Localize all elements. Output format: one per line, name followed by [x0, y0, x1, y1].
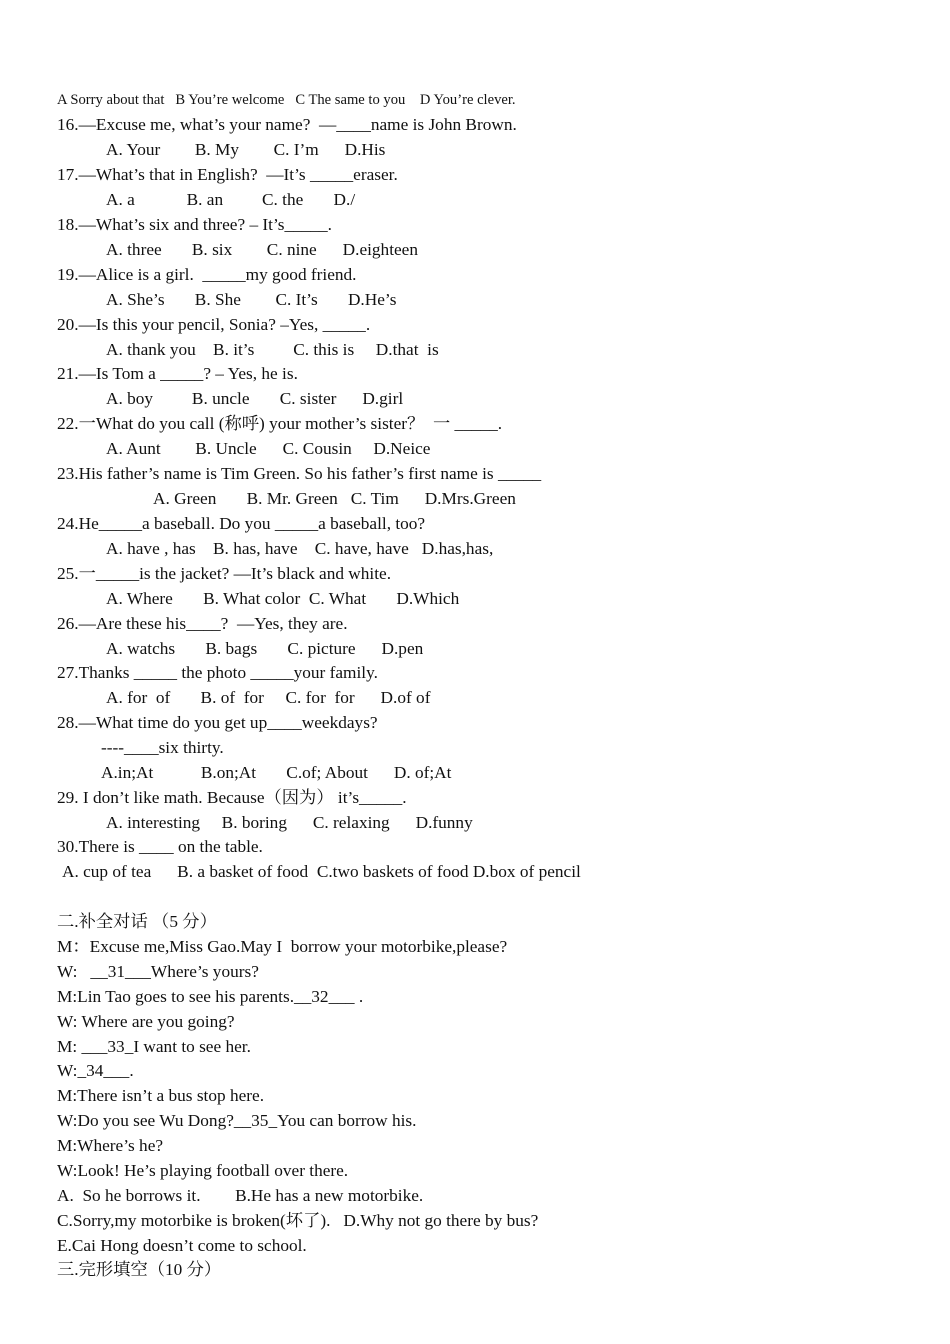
q16-options: A. Your B. My C. I’m D.His [106, 140, 386, 159]
q21-stem: 21.—Is Tom a _____? – Yes, he is. [57, 364, 298, 383]
q16-stem: 16.—Excuse me, what’s your name? —____name is John Brown. [57, 115, 517, 134]
q26-stem: 26.—Are these his____? —Yes, they are. [57, 614, 348, 633]
q28-stem: 28.—What time do you get up____weekdays? [57, 713, 378, 732]
q29-stem: 29. I don’t like math. Because（因为） it’s_____. [57, 788, 407, 807]
q30-stem: 30.There is ____ on the table. [57, 837, 263, 856]
q27-stem: 27.Thanks _____ the photo _____your family. [57, 663, 378, 682]
dialog-line: M:There isn’t a bus stop here. [57, 1086, 265, 1105]
q28-options: A.in;At B.on;At C.of; About D. of;At [101, 763, 452, 782]
q21-options: A. boy B. uncle C. sister D.girl [106, 389, 404, 408]
q23-options: A. Green B. Mr. Green C. Tim D.Mrs.Green [153, 489, 516, 508]
dialog-line: W:_34___. [57, 1061, 134, 1080]
answer-choices-ab: A. So he borrows it. B.He has a new motorbike. [57, 1186, 424, 1205]
q29-options: A. interesting B. boring C. relaxing D.funny [106, 813, 473, 832]
answer-choice-e: E.Cai Hong doesn’t come to school. [57, 1236, 307, 1255]
dialog-line: M: ___33_I want to see her. [57, 1037, 251, 1056]
q25-options: A. Where B. What color C. What D.Which [106, 589, 460, 608]
q17-stem: 17.—What’s that in English? —It’s _____eraser. [57, 165, 398, 184]
q24-options: A. have , has B. has, have C. have, have D.has,has, [106, 539, 494, 558]
q19-options: A. She’s B. She C. It’s D.He’s [106, 290, 397, 309]
q25-stem: 25.一_____is the jacket? —It’s black and white. [57, 564, 392, 583]
q17-options: A. a B. an C. the D./ [106, 190, 356, 209]
q24-stem: 24.He_____a baseball. Do you _____a baseball, too? [57, 514, 426, 533]
q22-options: A. Aunt B. Uncle C. Cousin D.Neice [106, 439, 431, 458]
dialog-line: W:Do you see Wu Dong?__35_You can borrow his. [57, 1111, 417, 1130]
q20-stem: 20.—Is this your pencil, Sonia? –Yes, _____. [57, 315, 371, 334]
q26-options: A. watchs B. bags C. picture D.pen [106, 639, 424, 658]
dialog-line: M:Lin Tao goes to see his parents.__32___ . [57, 987, 364, 1006]
q19-stem: 19.—Alice is a girl. _____my good friend. [57, 265, 357, 284]
q28-answer-line: ----____six thirty. [101, 738, 224, 757]
q18-options: A. three B. six C. nine D.eighteen [106, 240, 418, 259]
section2-title: 二.补全对话 （5 分） [57, 912, 217, 931]
q23-stem: 23.His father’s name is Tim Green. So his father’s first name is _____ [57, 464, 542, 483]
q27-options: A. for of B. of for C. for for D.of of [106, 688, 431, 707]
q22-stem: 22.一What do you call (称呼) your mother’s sister？ 一 _____. [57, 414, 503, 433]
dialog-line: M:Where’s he? [57, 1136, 164, 1155]
q30-options: A. cup of tea B. a basket of food C.two baskets of food D.box of pencil [62, 862, 581, 881]
q20-options: A. thank you B. it’s C. this is D.that is [106, 340, 439, 359]
dialog-line: W:Look! He’s playing football over there. [57, 1161, 349, 1180]
dialog-line: M：Excuse me,Miss Gao.May I borrow your motorbike,please? [57, 937, 508, 956]
q18-stem: 18.—What’s six and three? – It’s_____. [57, 215, 333, 234]
answer-choices-cd: C.Sorry,my motorbike is broken(坏了). D.Why not go there by bus? [57, 1211, 539, 1230]
dialog-line: W: __31___Where’s yours? [57, 962, 259, 981]
section3-title: 三.完形填空（10 分） [57, 1260, 222, 1279]
q15-options: A Sorry about that B You’re welcome C The same to you D You’re clever. [57, 92, 516, 108]
dialog-line: W: Where are you going? [57, 1012, 235, 1031]
